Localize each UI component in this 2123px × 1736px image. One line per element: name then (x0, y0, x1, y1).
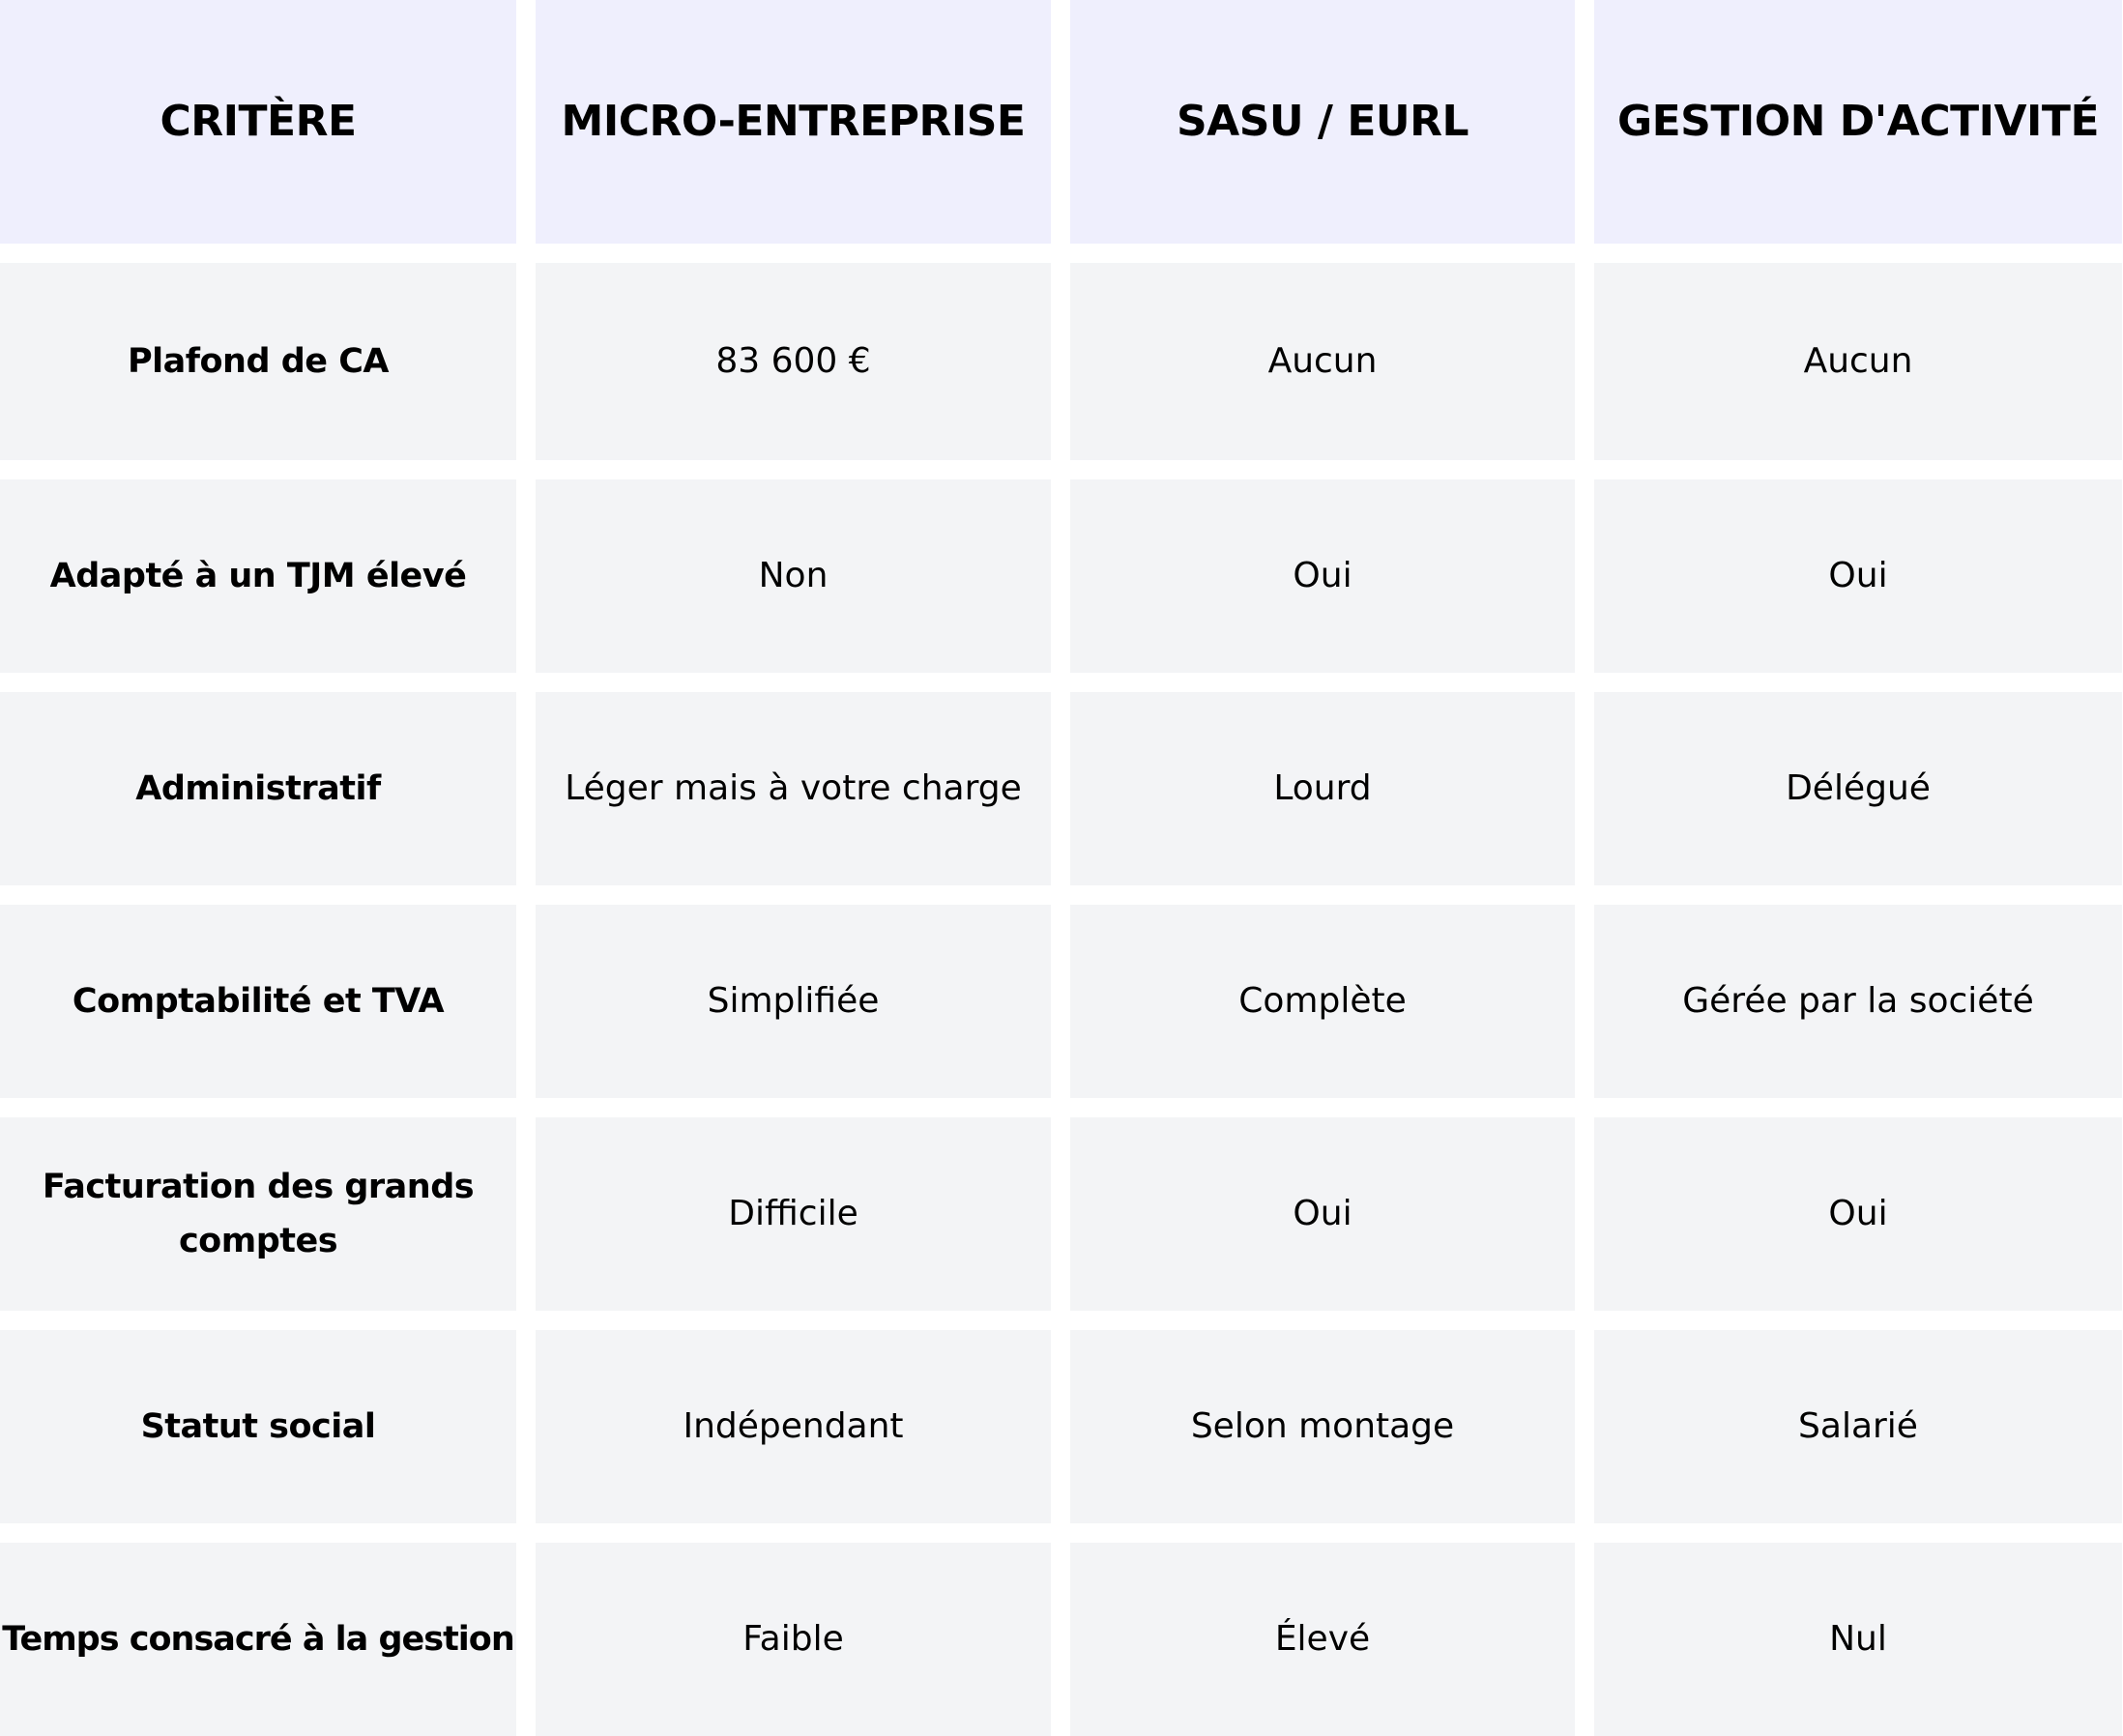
cell-micro: Indépendant (536, 1330, 1051, 1523)
header-criterion: CRITÈRE (0, 0, 516, 244)
cell-gestion: Salarié (1594, 1330, 2122, 1523)
cell-gestion: Délégué (1594, 692, 2122, 885)
cell-sasu: Oui (1070, 479, 1575, 673)
row-label: Comptabilité et TVA (0, 905, 516, 1098)
cell-micro: Non (536, 479, 1051, 673)
header-sasu-eurl: SASU / EURL (1070, 0, 1575, 244)
cell-micro: Difficile (536, 1117, 1051, 1311)
cell-micro: 83 600 € (536, 263, 1051, 460)
cell-gestion: Oui (1594, 479, 2122, 673)
row-label: Temps consacré à la gestion (0, 1543, 516, 1736)
cell-sasu: Complète (1070, 905, 1575, 1098)
header-micro-entreprise: MICRO-ENTREPRISE (536, 0, 1051, 244)
cell-sasu: Selon montage (1070, 1330, 1575, 1523)
row-label: Statut social (0, 1330, 516, 1523)
row-label: Adapté à un TJM élevé (0, 479, 516, 673)
cell-sasu: Élevé (1070, 1543, 1575, 1736)
row-label: Administratif (0, 692, 516, 885)
row-label: Facturation des grands comptes (0, 1117, 516, 1311)
cell-micro: Simplifiée (536, 905, 1051, 1098)
row-label: Plafond de CA (0, 263, 516, 460)
cell-sasu: Oui (1070, 1117, 1575, 1311)
cell-gestion: Nul (1594, 1543, 2122, 1736)
cell-micro: Léger mais à votre charge (536, 692, 1051, 885)
header-gestion-activite: GESTION D'ACTIVITÉ (1594, 0, 2122, 244)
cell-sasu: Aucun (1070, 263, 1575, 460)
cell-gestion: Aucun (1594, 263, 2122, 460)
cell-gestion: Gérée par la société (1594, 905, 2122, 1098)
cell-micro: Faible (536, 1543, 1051, 1736)
cell-sasu: Lourd (1070, 692, 1575, 885)
cell-gestion: Oui (1594, 1117, 2122, 1311)
